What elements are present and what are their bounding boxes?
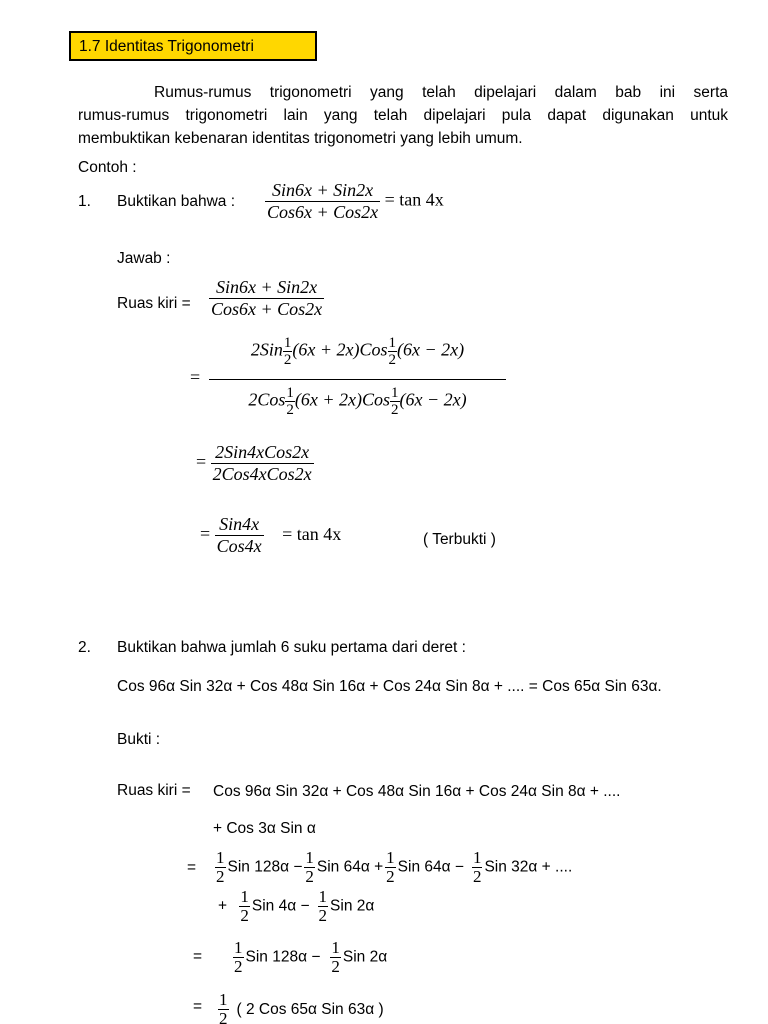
example1-identity [265,180,444,223]
half-fraction: $\frac{1}{2}$ [216,848,225,886]
step2-num-c: (6x − 2x) [397,339,465,360]
step4-numerator: Sin4x [215,514,264,536]
term-9: ( 2 Cos 65α Sin 63α ) [236,1000,384,1018]
row5-expression [231,939,387,976]
section-heading [69,31,317,61]
identity-denominator: Cos6x + Cos2x [267,202,379,222]
row5-eq: = [193,948,203,965]
half-fraction: $\frac{1}{2}$ [386,848,395,886]
example2-series: Cos 96α Sin 32α + Cos 48α Sin 16α + Cos 24α Sin 8α + .... = Cos 65α Sin 63α. [117,678,662,695]
example2-number: 2. [78,639,91,656]
step2-num-a: 2Sin [250,339,283,360]
step2-fraction [209,335,506,429]
bukti-line-2: + Cos 3α Sin α [213,820,316,837]
identity-numerator: Sin6x + Sin2x [265,180,380,202]
example2-prompt: Buktikan bahwa jumlah 6 suku pertama dari deret : [117,639,466,656]
term-6: Sin 2α [330,897,375,915]
step1-fraction [209,277,324,320]
term-1: Sin 128α − [227,858,303,876]
identity-rhs: = tan 4x [384,189,444,210]
step3-numerator: 2Sin4xCos2x [211,442,314,464]
contoh-label: Contoh : [78,159,137,176]
half-fraction: $\frac{1}{2}$ [472,848,482,886]
plus-sign: + [218,897,228,915]
intro-line-1: Rumus-rumus trigonometri yang telah dipelajari dalam bab ini serta [154,84,728,101]
bukti-label: Bukti : [117,731,161,748]
ruas-kiri-label-2: Ruas kiri = [117,782,191,799]
term-7: Sin 128α − [245,948,321,966]
example1-number: 1. [78,193,91,210]
step2-num-b: (6x + 2x)Cos [292,339,388,360]
step3-expression: = $\frac{\text{2Sin4xCos2x}}{\text{2Cos4xCos2x}}$ [196,442,312,484]
row3-eq: = [187,859,197,876]
step4-expression: = $\frac{\text{Sin4x}}{\text{Cos4x}}$ = tan 4x [200,514,342,556]
half-fraction: $\frac{1}{2}$ [305,848,314,886]
step2-den-b: (6x + 2x)Cos [294,389,390,410]
step1-denominator: Cos6x + Cos2x [211,299,323,319]
jawab-label: Jawab : [117,250,171,267]
half-fraction: $\frac{1}{2}$ [283,335,292,368]
half-fraction: $\frac{1}{2}$ [391,385,399,418]
section-title: 1.7 Identitas Trigonometri [79,38,254,55]
half-fraction: $\frac{1}{2}$ [388,335,396,368]
term-4: Sin 32α + .... [484,858,573,876]
ruas-kiri-label: Ruas kiri = [117,295,191,312]
term-8: Sin 2α [342,948,388,966]
half-fraction: $\frac{1}{2}$ [234,938,243,976]
row6-expression [216,991,384,1024]
intro-line-3: membuktikan kebenaran identitas trigonometri yang lebih umum. [78,130,523,147]
step2-den-a: 2Cos [248,389,286,410]
step2-fraction-bar [209,379,506,380]
step4-denominator: Cos4x [216,536,262,556]
term-5: Sin 4α − [251,897,310,915]
half-fraction: $\frac{1}{2}$ [240,887,249,925]
terbukti-label: ( Terbukti ) [423,531,496,548]
example1-prompt: Buktikan bahwa : [117,193,236,210]
half-fraction: $\frac{1}{2}$ [219,991,228,1024]
intro-line-2: rumus-rumus trigonometri lain yang telah dipelajari pula dapat digunakan untuk [78,107,728,124]
step4-rhs: = tan 4x [282,523,342,544]
half-fraction: $\frac{1}{2}$ [331,938,340,976]
step3-denominator: 2Cos4xCos2x [212,464,312,484]
row3-expression [213,849,572,886]
step2-eq: = [190,367,201,387]
step2-den-c: (6x − 2x) [399,389,467,410]
row6-eq: = [193,998,203,1015]
term-2: Sin 64α + [316,858,384,876]
term-3: Sin 64α − [397,858,464,876]
bukti-line-1: Cos 96α Sin 32α + Cos 48α Sin 16α + Cos 24α Sin 8α + .... [213,783,621,800]
half-fraction: $\frac{1}{2}$ [286,385,294,418]
row4-expression [218,888,374,925]
half-fraction: $\frac{1}{2}$ [318,887,328,925]
step1-numerator: Sin6x + Sin2x [209,277,324,299]
